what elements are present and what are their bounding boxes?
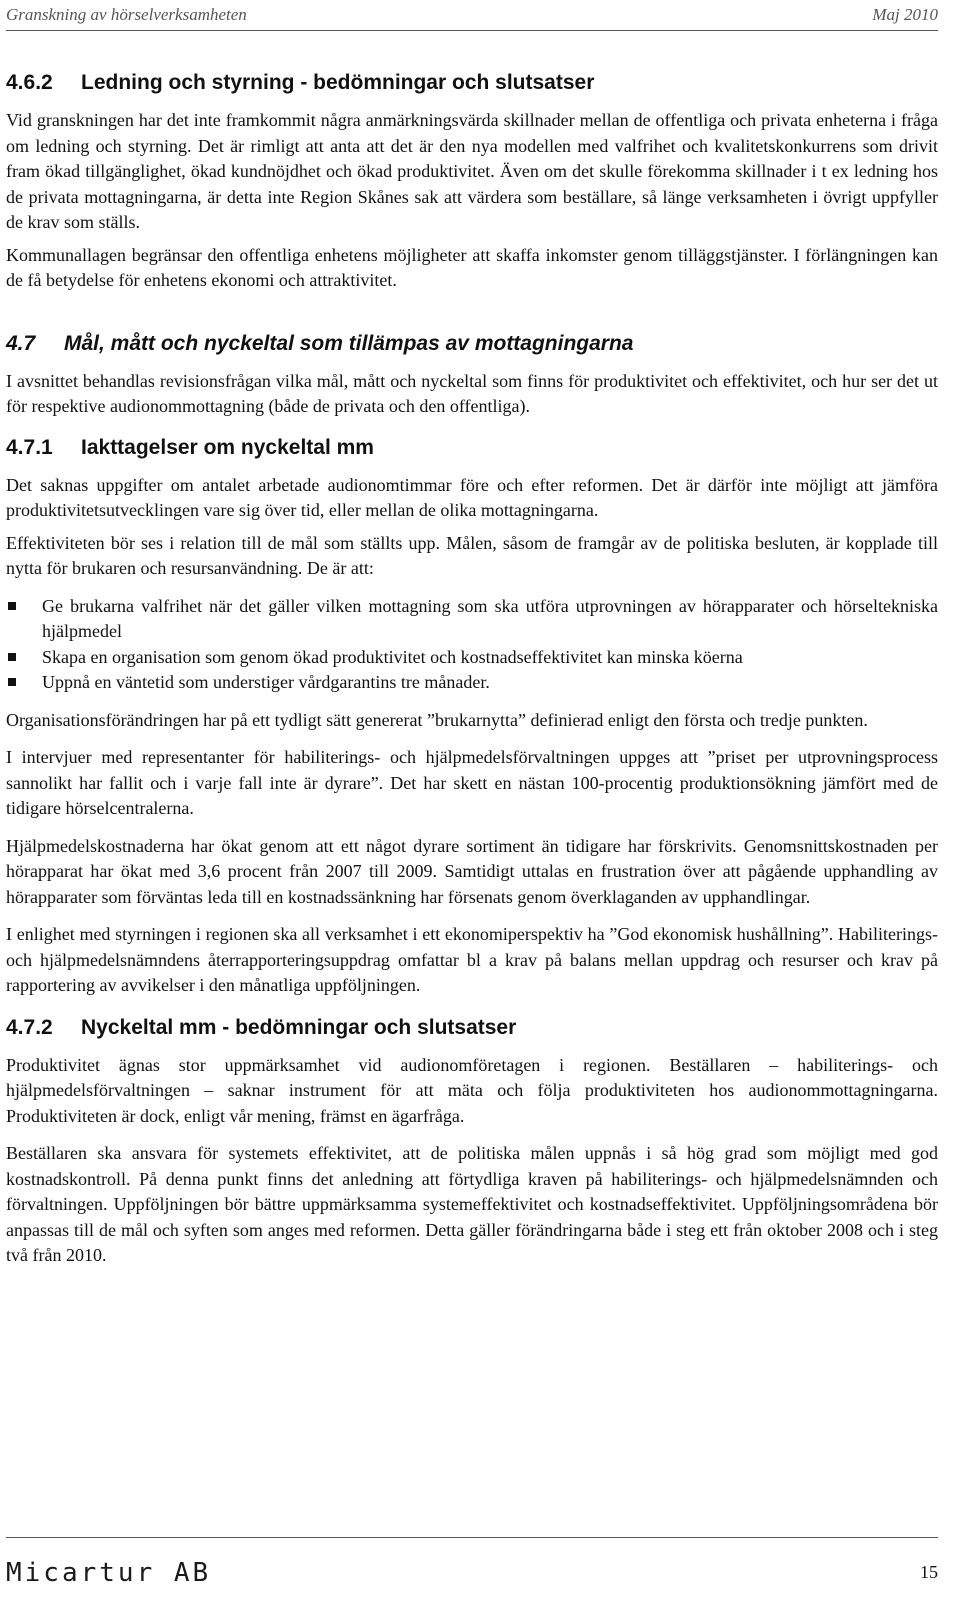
running-footer: [6, 1537, 938, 1588]
list-item: [6, 594, 938, 645]
goals-list: [6, 594, 938, 696]
list-item-text: Ge brukarna valfrihet när det gäller vilken mottagning som ska utföra utprovningen av hörapparater och hörseltekniska hjälpmedel: [42, 595, 938, 641]
heading-4-6-2: [6, 68, 938, 98]
list-item: [6, 670, 938, 696]
company-logo-text: Micartur AB: [6, 1558, 212, 1588]
running-header: [6, 0, 938, 31]
paragraph: Kommunallagen begränsar den offentliga enhetens möjligheter att skaffa inkomster genom tilläggstjänster. I förlängningen kan de få betydelse för enhetens ekonomi och attraktivitet.: [6, 244, 938, 290]
paragraph: Produktivitet ägnas stor uppmärksamhet vid audionomföretagen i regionen. Beställaren – habiliterings- och hjälpmedelsförvaltningen – saknar instrument för att mäta och följa produktiviteten hos audionommottagningarna. Produktiviteten är dock, enligt vår mening, främst en ägarfråga.: [6, 1054, 938, 1126]
heading-number: 4.7: [6, 331, 36, 355]
paragraph: Vid granskningen har det inte framkommit några anmärkningsvärda skillnader mellan de offentliga och privata enheterna i fråga om ledning och styrning. Det är rimligt att anta att det är den nya modellen med valfrihet och kvalitetskonkurrens som drivit fram ökad tillgänglighet, ökad kundnöjdhet och ökad produktivitet. Även om det skulle förekomma skillnader i t ex ledning hos de privata mottagningarna, är detta inte Region Skånes sak att värdera som beställare, så länge verksamheten i övrigt uppfyller de krav som ställs.: [6, 110, 938, 232]
paragraph: Hjälpmedelskostnaderna har ökat genom att ett något dyrare sortiment än tidigare har förskrivits. Genomsnittskostnaden per hörapparat har ökat med 3,6 procent från 2007 till 2009. Samtidigt uttalas en frustration över att pågående upphandling av hörapparater som förväntas leda till en kostnadssänkning har försenats genom överklaganden av upphandlingar.: [6, 835, 938, 907]
paragraph: Det saknas uppgifter om antalet arbetade audionomtimmar före och efter reformen. Det är därför inte möjligt att jämföra produktivitetsutvecklingen vare sig över tid, eller mellan de olika mottagningarna.: [6, 474, 938, 520]
paragraph: Beställaren ska ansvara för systemets effektivitet, att de politiska målen uppnås i så hög grad som möjligt med god kostnadskontroll. På denna punkt finns det anledning att förtydliga kraven på habiliterings- och hjälpmedelsnämnden och förvaltningen. Uppföljningen bör bättre uppmärksamma systemeffektivitet och kostnadseffektivitet. Uppföljningsområdena bör anpassas till de mål och syften som anges med reformen. Detta gäller förändringarna både i steg ett från oktober 2008 och i steg två från 2010.: [6, 1143, 938, 1265]
heading-4-7-1: [6, 433, 938, 463]
heading-text: Mål, mått och nyckeltal som tillämpas av mottagningarna: [64, 331, 634, 355]
heading-4-7: [6, 329, 938, 359]
paragraph: I avsnittet behandlas revisionsfrågan vilka mål, mått och nyckeltal som finns för produktivitet och effektivitet, och hur ser det ut för respektive audionommottagning (både de privata och den offentliga).: [6, 370, 938, 416]
heading-4-7-2: [6, 1013, 938, 1043]
page-body: [6, 68, 938, 1269]
heading-text: Nyckeltal mm - bedömningar och slutsatser: [81, 1015, 517, 1039]
square-bullet-icon: [8, 653, 16, 661]
paragraph: Effektiviteten bör ses i relation till de mål som ställts upp. Målen, såsom de framgår av de politiska besluten, är kopplade till nytta för brukaren och resursanvändning. De är att:: [6, 532, 938, 578]
paragraph: Organisationsförändringen har på ett tydligt sätt genererat ”brukarnytta” definierad enligt den första och tredje punkten.: [6, 709, 868, 730]
paragraph: I intervjuer med representanter för habiliterings- och hjälpmedelsförvaltningen uppges att ”priset per utprovningsprocess sannolikt har fallit och i varje fall inte är dyrare”. Det har skett en nästan 100-procentig produktionsökning jämfört med de tidigare hörselcentralerna.: [6, 747, 938, 818]
heading-number: 4.7.2: [6, 1015, 53, 1039]
header-document-title: Granskning av hörselverksamheten: [6, 5, 247, 24]
square-bullet-icon: [8, 602, 16, 610]
paragraph: I enlighet med styrningen i regionen ska all verksamhet i ett ekonomiperspektiv ha ”God ekonomisk hushållning”. Habiliterings- och hjälpmedelsnämndens återrapporteringsuppdrag omfattar bl a krav på balans mellan uppdrag och resurser och krav på rapportering av avvikelser i den månatliga uppföljningen.: [6, 924, 938, 995]
square-bullet-icon: [8, 678, 16, 686]
list-item: [6, 645, 938, 671]
page-number: 15: [920, 1562, 938, 1582]
heading-text: Iakttagelser om nyckeltal mm: [81, 435, 374, 459]
heading-number: 4.7.1: [6, 435, 53, 459]
heading-text: Ledning och styrning - bedömningar och slutsatser: [81, 71, 595, 94]
header-date: Maj 2010: [872, 5, 938, 24]
heading-number: 4.6.2: [6, 71, 53, 94]
list-item-text: Skapa en organisation som genom ökad produktivitet och kostnadseffektivitet kan minska köerna: [42, 646, 743, 667]
list-item-text: Uppnå en väntetid som understiger vårdgarantins tre månader.: [42, 672, 490, 692]
